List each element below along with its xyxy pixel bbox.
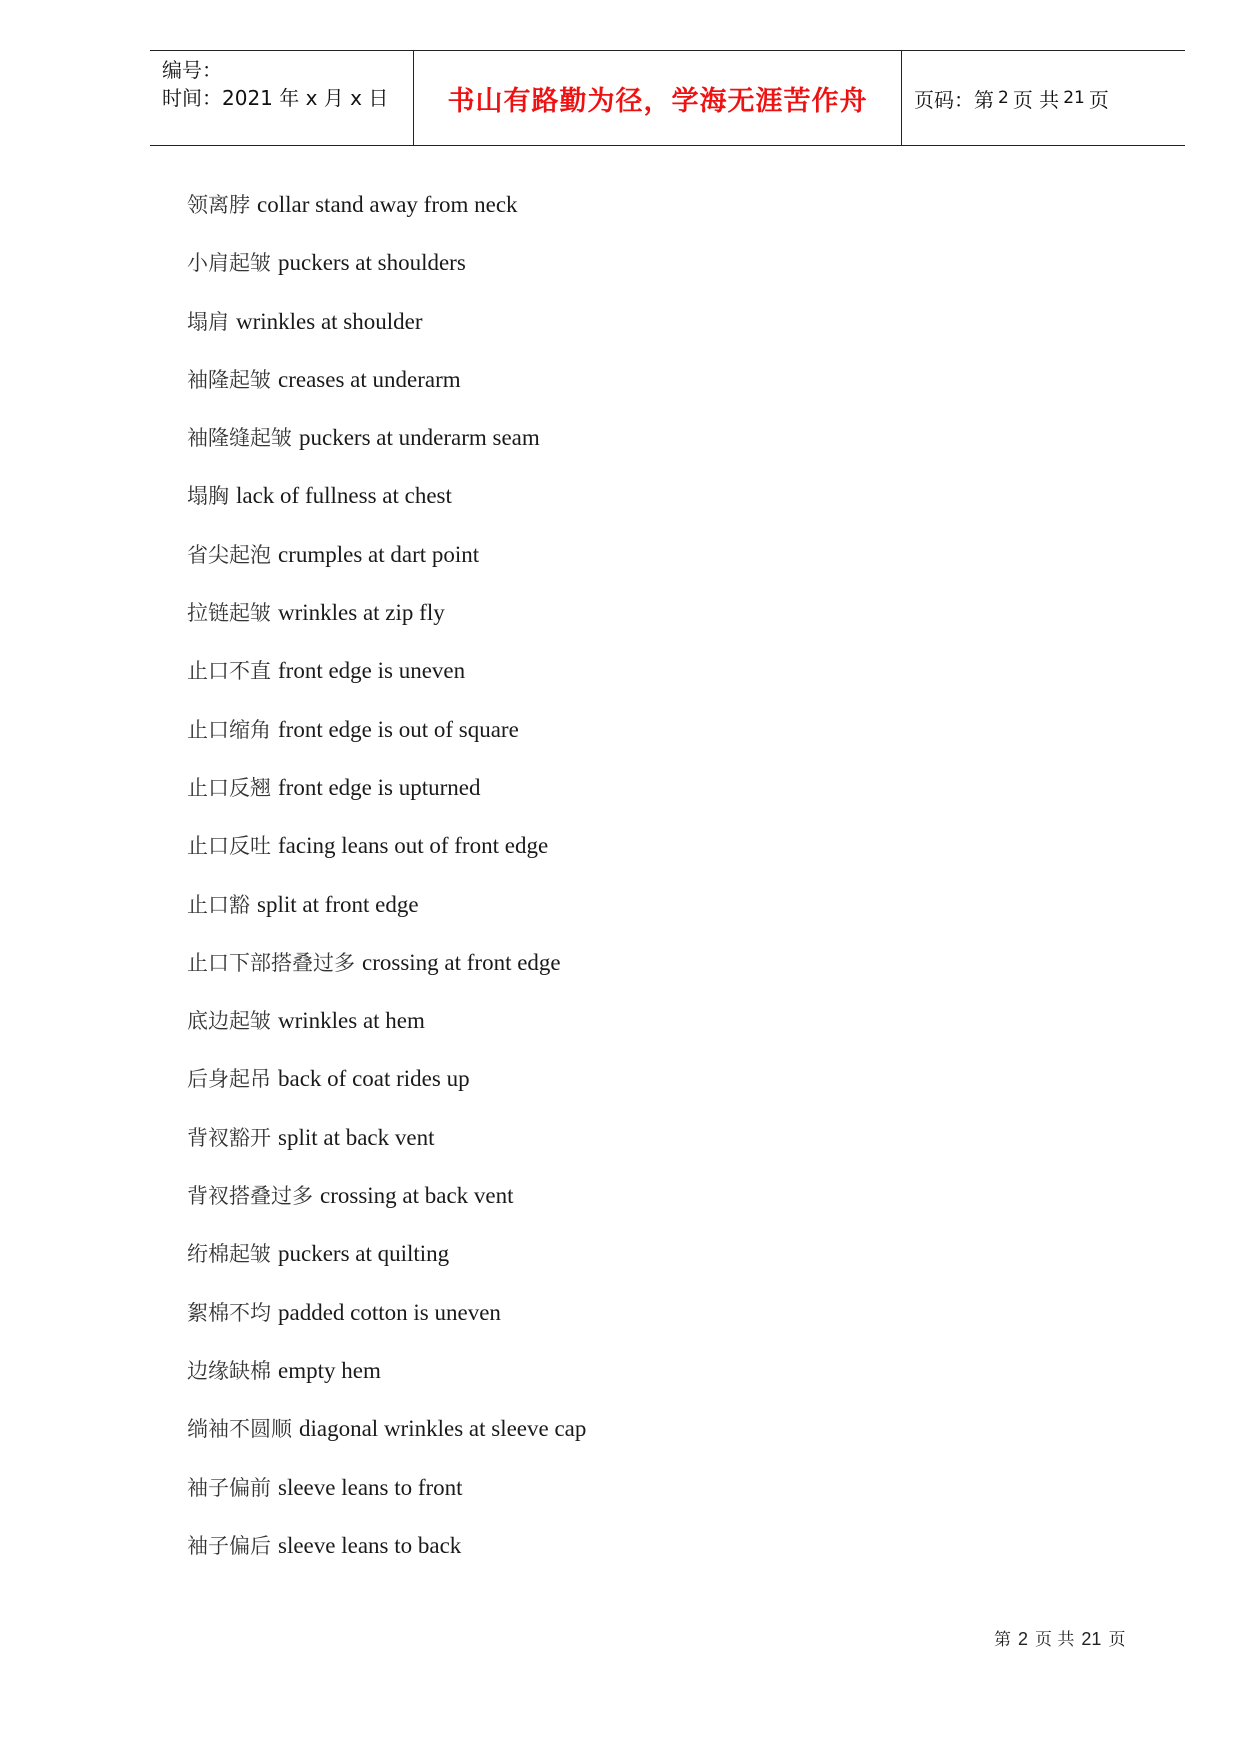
- term-chinese: 止口反翘: [187, 775, 271, 800]
- term-chinese: 止口不直: [187, 659, 271, 684]
- glossary-item: [187, 1180, 586, 1238]
- term-chinese: 袖隆起皱: [187, 367, 271, 392]
- term-english: split at front edge: [257, 891, 419, 917]
- term-chinese: 小肩起皱: [187, 251, 271, 276]
- glossary-item: [187, 889, 586, 947]
- term-english: collar stand away from neck: [257, 192, 518, 217]
- footer-suffix: 页: [1108, 1630, 1126, 1650]
- document-time: 时间：2021 年 x 月 x 日: [162, 86, 389, 110]
- glossary-item: [187, 1413, 586, 1471]
- term-english: front edge is upturned: [278, 774, 481, 800]
- term-chinese: 止口缩角: [187, 717, 271, 742]
- term-english: padded cotton is uneven: [278, 1299, 501, 1325]
- term-english: split at back vent: [278, 1124, 435, 1150]
- footer-total-pages: 21: [1081, 1629, 1102, 1649]
- term-english: puckers at shoulders: [278, 250, 466, 276]
- page-prefix: 页码：第: [914, 87, 994, 112]
- term-english: empty hem: [278, 1357, 381, 1383]
- glossary-item: [187, 306, 586, 364]
- page-header: [150, 50, 1185, 146]
- glossary-list: [187, 189, 586, 1588]
- term-chinese: 底边起皱: [187, 1009, 271, 1034]
- term-chinese: 绱袖不圆顺: [187, 1417, 292, 1442]
- glossary-item: [187, 1472, 586, 1530]
- glossary-item: [187, 189, 586, 247]
- term-chinese: 拉链起皱: [187, 601, 271, 626]
- term-english: sleeve leans to back: [278, 1532, 462, 1558]
- document-code-label: 编号：: [162, 58, 222, 82]
- motto-text: 书山有路勤为径，学海无涯苦作舟: [447, 85, 868, 117]
- glossary-item: [187, 772, 586, 830]
- glossary-item: [187, 830, 586, 888]
- term-chinese: 背衩豁开: [187, 1125, 271, 1150]
- footer-prefix: 第: [994, 1630, 1011, 1650]
- glossary-item: [187, 422, 586, 480]
- term-english: creases at underarm: [278, 366, 461, 392]
- glossary-item: [187, 364, 586, 422]
- term-chinese: 领离脖: [187, 193, 250, 217]
- term-english: front edge is uneven: [278, 658, 466, 684]
- page-mid: 页 共: [1012, 87, 1060, 112]
- term-english: facing leans out of front edge: [278, 833, 549, 859]
- term-chinese: 止口反吐: [187, 834, 271, 859]
- glossary-item: [187, 247, 586, 305]
- glossary-item: [187, 1238, 586, 1296]
- term-chinese: 袖隆缝起皱: [187, 426, 292, 451]
- glossary-item: [187, 1122, 586, 1180]
- glossary-item: [187, 1530, 586, 1588]
- footer-page-number: 2: [1018, 1629, 1029, 1649]
- term-chinese: 省尖起泡: [187, 542, 271, 567]
- header-meta: [150, 51, 414, 145]
- term-chinese: 边缘缺棉: [187, 1358, 271, 1383]
- term-chinese: 塌胸: [187, 484, 229, 509]
- term-english: wrinkles at zip fly: [278, 600, 445, 626]
- term-english: front edge is out of square: [278, 716, 519, 742]
- term-chinese: 绗棉起皱: [187, 1242, 271, 1267]
- term-chinese: 后身起吊: [187, 1067, 271, 1092]
- header-motto-cell: [414, 51, 902, 145]
- term-english: wrinkles at shoulder: [236, 308, 423, 334]
- glossary-item: [187, 947, 586, 1005]
- term-chinese: 塌肩: [187, 309, 229, 334]
- glossary-item: [187, 539, 586, 597]
- term-english: lack of fullness at chest: [236, 483, 452, 509]
- footer-mid: 页 共: [1035, 1630, 1075, 1650]
- term-english: crossing at back vent: [320, 1183, 514, 1209]
- term-english: puckers at underarm seam: [299, 425, 540, 451]
- glossary-item: [187, 597, 586, 655]
- term-chinese: 止口下部搭叠过多: [187, 950, 355, 975]
- total-pages: 21: [1063, 88, 1085, 108]
- term-english: diagonal wrinkles at sleeve cap: [299, 1416, 587, 1442]
- term-chinese: 袖子偏前: [187, 1475, 271, 1500]
- term-chinese: 止口豁: [187, 892, 250, 917]
- term-chinese: 背衩搭叠过多: [187, 1184, 313, 1209]
- glossary-item: [187, 480, 586, 538]
- term-english: crumples at dart point: [278, 541, 480, 567]
- term-english: wrinkles at hem: [278, 1008, 425, 1034]
- glossary-item: [187, 1063, 586, 1121]
- page-footer: [994, 1625, 1125, 1650]
- header-page-number: [902, 51, 1185, 145]
- term-english: puckers at quilting: [278, 1241, 450, 1267]
- glossary-item: [187, 1005, 586, 1063]
- term-chinese: 袖子偏后: [187, 1533, 271, 1558]
- page-suffix: 页: [1088, 87, 1109, 112]
- glossary-item: [187, 1297, 586, 1355]
- term-english: back of coat rides up: [278, 1066, 470, 1092]
- term-english: sleeve leans to front: [278, 1474, 463, 1500]
- current-page-number: 2: [998, 88, 1009, 108]
- glossary-item: [187, 714, 586, 772]
- term-english: crossing at front edge: [362, 949, 561, 975]
- glossary-item: [187, 1355, 586, 1413]
- glossary-item: [187, 655, 586, 713]
- term-chinese: 絮棉不均: [187, 1300, 271, 1325]
